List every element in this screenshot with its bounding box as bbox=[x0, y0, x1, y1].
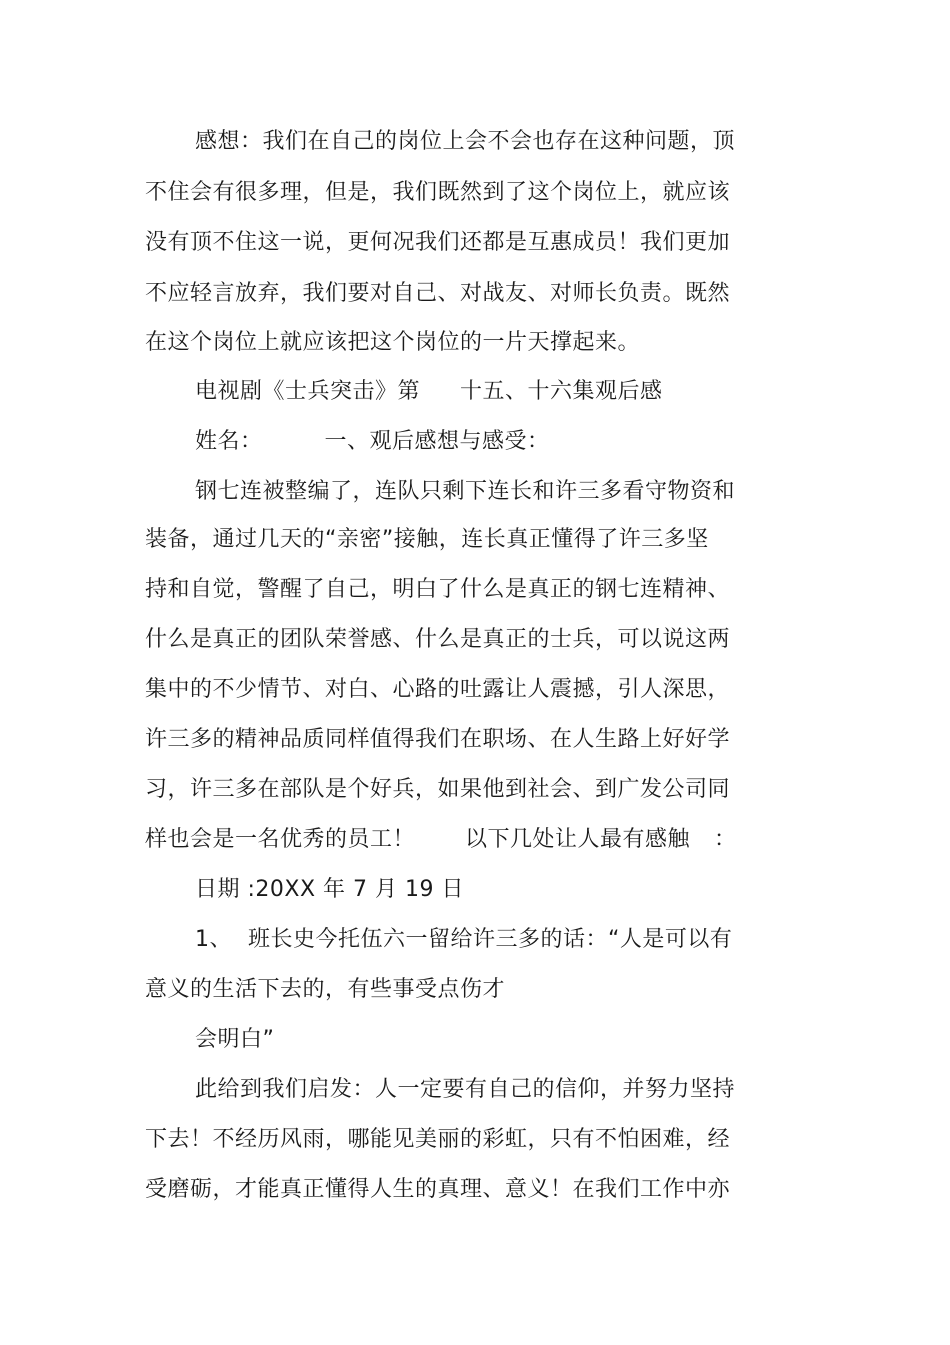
paragraph-line: 许三多的精神品质同样值得我们在职场、在人生路上好好学 bbox=[145, 727, 731, 752]
paragraph-line: 集中的不少情节、对白、心路的吐露让人震撼，引人深思， bbox=[145, 677, 731, 702]
touching-points-label: 以下几处让人最有感触 bbox=[465, 827, 691, 852]
paragraph-line: 感想：我们在自己的岗位上会不会也存在这种问题，顶 bbox=[195, 129, 736, 154]
paragraph-line: 不应轻言放弃，我们要对自己、对战友、对师长负责。既然 bbox=[145, 281, 731, 306]
list-text: 班长史今托伍六一留给许三多的话：“人是可以有 bbox=[248, 927, 733, 952]
section-heading: 一、观后感想与感受： bbox=[324, 429, 550, 454]
paragraph-line: 习，许三多在部队是个好兵，如果他到社会、到广发公司同 bbox=[145, 777, 731, 802]
list-item-1 bbox=[195, 925, 765, 955]
colon: ： bbox=[714, 827, 737, 852]
sentence-end: 样也会是一名优秀的员工！ bbox=[145, 827, 416, 852]
date-line: 日期 :20XX 年 7 月 19 日 bbox=[195, 877, 464, 902]
paragraph-line: 受磨砺，才能真正懂得人生的真理、意义！在我们工作中亦 bbox=[145, 1177, 731, 1202]
list-number: 1、 bbox=[195, 927, 232, 952]
paragraph-line: 在这个岗位上就应该把这个岗位的一片天撑起来。 bbox=[145, 330, 641, 355]
name-line bbox=[195, 427, 765, 457]
paragraph-line: 不住会有很多理，但是，我们既然到了这个岗位上，就应该 bbox=[145, 180, 731, 205]
paragraph-line: 持和自觉，警醒了自己，明白了什么是真正的钢七连精神、 bbox=[145, 577, 731, 602]
title-part-2: 十五、十六集观后感 bbox=[460, 379, 663, 404]
paragraph-line bbox=[145, 825, 765, 855]
title-part-1: 电视剧《士兵突击》第 bbox=[195, 379, 421, 404]
paragraph-line: 没有顶不住这一说，更何况我们还都是互惠成员！我们更加 bbox=[145, 230, 731, 255]
title-line bbox=[195, 377, 765, 407]
paragraph-line: 什么是真正的团队荣誉感、什么是真正的士兵，可以说这两 bbox=[145, 627, 731, 652]
paragraph-line: 会明白” bbox=[195, 1027, 275, 1052]
paragraph-line: 装备，通过几天的“亲密”接触，连长真正懂得了许三多坚 bbox=[145, 527, 709, 552]
name-label: 姓名： bbox=[195, 429, 263, 454]
paragraph-line: 下去！不经历风雨，哪能见美丽的彩虹，只有不怕困难，经 bbox=[145, 1127, 731, 1152]
paragraph-line: 意义的生活下去的，有些事受点伤才 bbox=[145, 977, 506, 1002]
paragraph-line: 此给到我们启发：人一定要有自己的信仰，并努力坚持 bbox=[195, 1077, 736, 1102]
paragraph-line: 钢七连被整编了，连队只剩下连长和许三多看守物资和 bbox=[195, 479, 736, 504]
